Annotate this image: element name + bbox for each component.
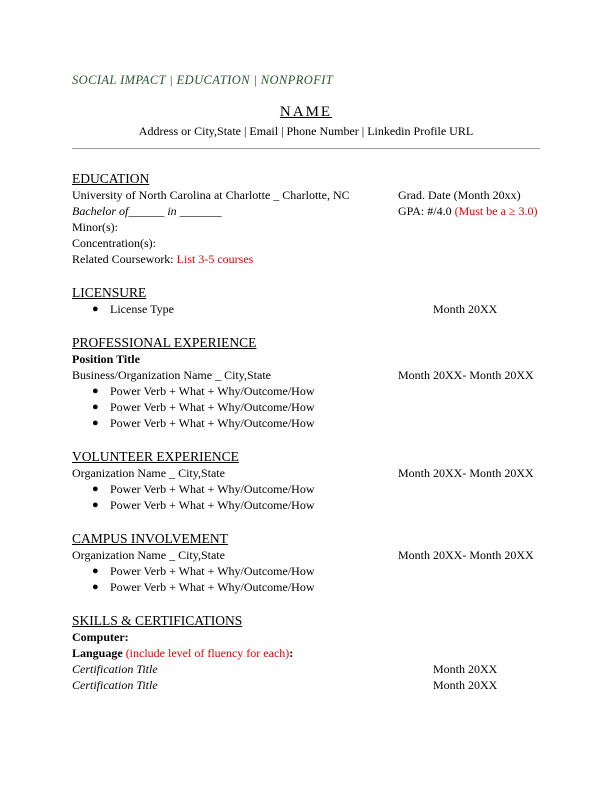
licensure-item-row — [72, 301, 540, 317]
education-coursework-row — [72, 251, 540, 267]
experience-bullet — [72, 481, 540, 497]
section-volunteer-experience — [72, 448, 540, 513]
certification-date: Month 20XX — [433, 678, 498, 692]
license-date: Month 20XX — [433, 302, 498, 316]
bullet-icon: ● — [92, 565, 99, 577]
degree-placeholder: Bachelor of______ in _______ — [72, 204, 222, 218]
experience-bullet — [72, 399, 540, 415]
section-skills-certifications — [72, 612, 540, 693]
contact-info-line: Address or City,State | Email | Phone Number | Linkedin Profile URL — [138, 124, 474, 138]
language-fluency-note: (include level of fluency for each) — [122, 646, 290, 660]
campus-involvement-heading: CAMPUS INVOLVEMENT — [72, 531, 228, 546]
education-minors-row: Minor(s): — [72, 220, 118, 234]
bullet-icon: ● — [92, 417, 99, 429]
school-name: University of North Carolina at Charlotte _ Charlotte, NC — [72, 188, 350, 202]
coursework-label: Related Coursework: — [72, 252, 177, 266]
experience-bullet — [72, 563, 540, 579]
organization-name: Organization Name _ City,State — [72, 466, 225, 480]
computer-skills-row: Computer: — [72, 630, 129, 644]
bullet-text: Power Verb + What + Why/Outcome/How — [110, 384, 315, 398]
language-colon: : — [289, 646, 294, 660]
bullet-icon: ● — [92, 401, 99, 413]
professional-experience-heading: PROFESSIONAL EXPERIENCE — [72, 335, 257, 350]
bullet-icon: ● — [92, 385, 99, 397]
position-title: Position Title — [72, 352, 140, 366]
header-divider — [72, 148, 540, 149]
volunteer-experience-heading: VOLUNTEER EXPERIENCE — [72, 449, 239, 464]
coursework-note: List 3-5 courses — [176, 252, 254, 266]
experience-bullet — [72, 383, 540, 399]
licensure-heading: LICENSURE — [72, 285, 147, 300]
volunteer-org-row — [72, 465, 540, 481]
section-professional-experience — [72, 334, 540, 431]
bullet-icon: ● — [92, 483, 99, 495]
organization-name: Organization Name _ City,State — [72, 548, 225, 562]
certification-date: Month 20XX — [433, 662, 498, 676]
focus-area-tagline: SOCIAL IMPACT | EDUCATION | NONPROFIT — [72, 73, 334, 87]
experience-bullet — [72, 415, 540, 431]
section-licensure — [72, 284, 540, 317]
section-education — [72, 170, 540, 267]
gpa-line — [398, 203, 537, 219]
certification-title: Certification Title — [72, 662, 158, 676]
volunteer-dates: Month 20XX- Month 20XX — [398, 466, 534, 480]
language-skills-row — [72, 645, 540, 661]
gpa-label: GPA: #/4.0 — [398, 204, 455, 218]
bullet-text: Power Verb + What + Why/Outcome/How — [110, 580, 315, 594]
certification-row — [72, 677, 540, 693]
education-concentrations-row: Concentration(s): — [72, 236, 156, 250]
certification-title: Certification Title — [72, 678, 158, 692]
bullet-text: Power Verb + What + Why/Outcome/How — [110, 416, 315, 430]
bullet-icon: ● — [92, 581, 99, 593]
candidate-name-placeholder: NAME — [279, 104, 333, 120]
organization-name: Business/Organization Name _ City,State — [72, 368, 271, 382]
license-type: License Type — [110, 302, 174, 316]
campus-org-row — [72, 547, 540, 563]
section-campus-involvement — [72, 530, 540, 595]
bullet-text: Power Verb + What + Why/Outcome/How — [110, 482, 315, 496]
education-heading: EDUCATION — [72, 171, 150, 186]
skills-certifications-heading: SKILLS & CERTIFICATIONS — [72, 613, 243, 628]
involvement-dates: Month 20XX- Month 20XX — [398, 548, 534, 562]
grad-date: Grad. Date (Month 20xx) — [398, 188, 521, 202]
language-label: Language — [72, 646, 123, 660]
education-degree-row — [72, 203, 540, 219]
bullet-icon: ● — [92, 499, 99, 511]
bullet-text: Power Verb + What + Why/Outcome/How — [110, 498, 315, 512]
professional-org-row — [72, 367, 540, 383]
experience-bullet — [72, 497, 540, 513]
certification-row — [72, 661, 540, 677]
bullet-text: Power Verb + What + Why/Outcome/How — [110, 564, 315, 578]
experience-bullet — [72, 579, 540, 595]
bullet-text: Power Verb + What + Why/Outcome/How — [110, 400, 315, 414]
employment-dates: Month 20XX- Month 20XX — [398, 368, 534, 382]
bullet-icon: ● — [92, 303, 99, 315]
gpa-requirement-note: (Must be a ≥ 3.0) — [454, 204, 538, 218]
education-school-row — [72, 187, 540, 203]
